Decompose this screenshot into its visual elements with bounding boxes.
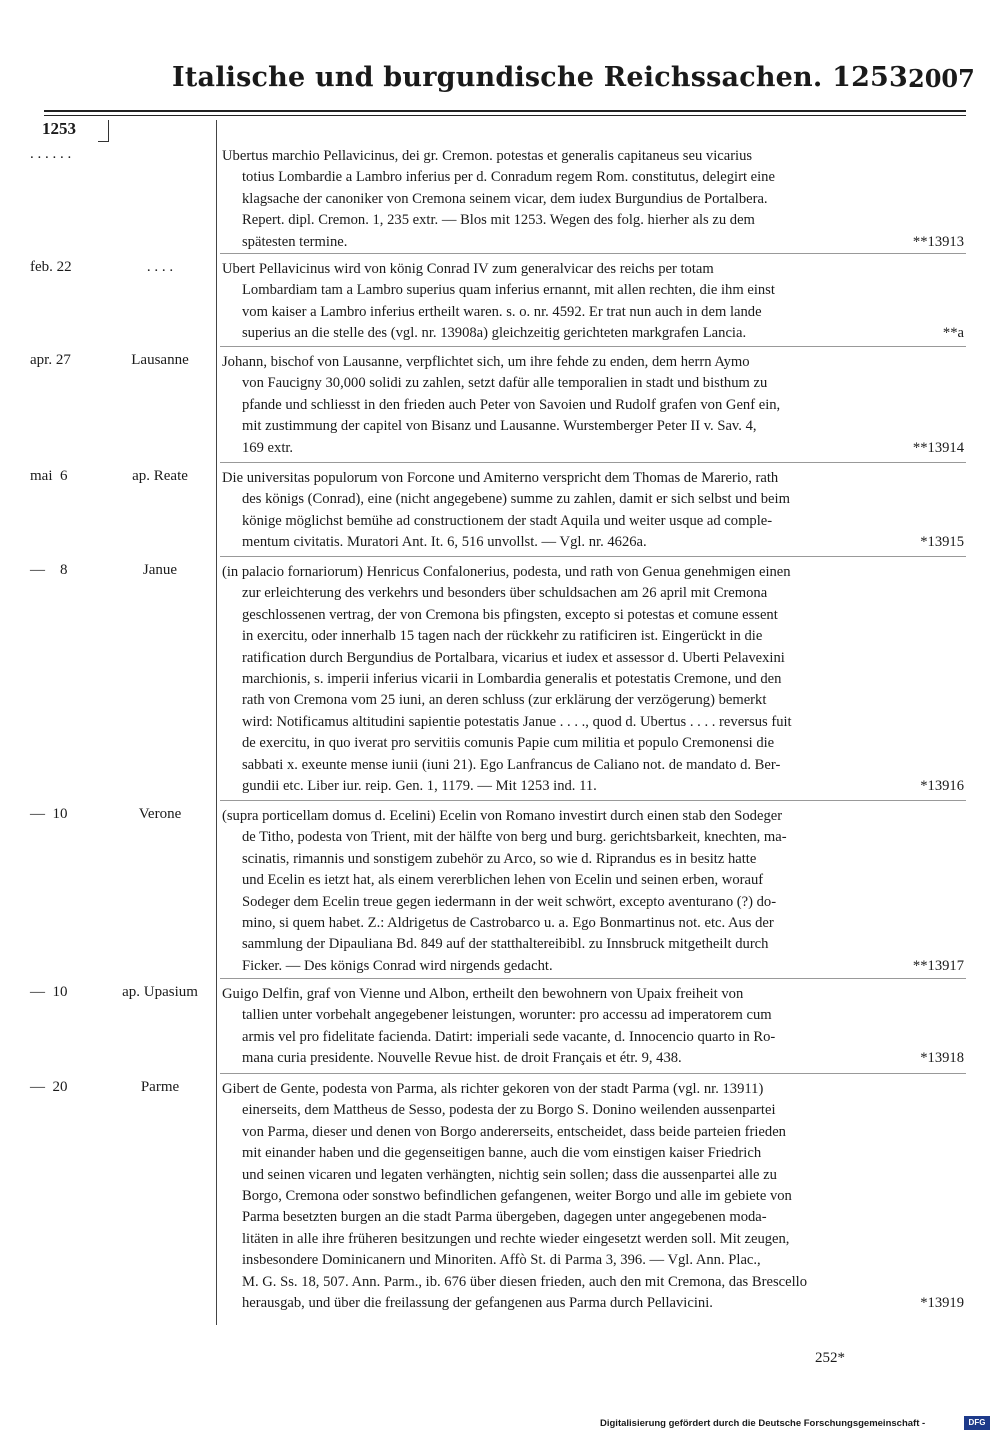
entry-line: und Ecelin es ietzt hat, als einem vererblichen lehen von Ecelin und seinen erben, worauf bbox=[242, 872, 764, 889]
entry-line: Repert. dipl. Cremon. 1, 235 extr. — Blos mit 1253. Wegen des folg. hierher als zu dem bbox=[242, 212, 755, 229]
entry-text bbox=[222, 1079, 964, 1314]
entry-number: *13918 bbox=[920, 1050, 964, 1067]
entry-line: (supra porticellam domus d. Ecelini) Ecelin von Romano investirt durch einen stab den Sodeger bbox=[222, 808, 783, 824]
entry-date: — 10 bbox=[30, 984, 68, 1000]
entry-separator bbox=[220, 253, 966, 254]
entry-line: klagsache der canoniker von Cremona seinem vicar, dem iudex Burgundius de Portalbera. bbox=[242, 190, 768, 207]
header-rule-thin bbox=[44, 115, 966, 116]
entry-line bbox=[222, 232, 964, 253]
entry-line: totius Lombardie a Lambro inferius per d. Conradum regem Rom. constitutus, delegirt eine bbox=[242, 169, 775, 186]
entry-line bbox=[222, 776, 964, 797]
entry-date: apr. 27 bbox=[30, 352, 71, 368]
entry-separator bbox=[220, 1073, 966, 1074]
entry-place: Verone bbox=[138, 806, 182, 822]
entry-line: Lombardiam tam a Lambro superius quam inferius ernannt, mit allen rechten, die ihm einst bbox=[242, 282, 775, 299]
entry-line: de Titho, podesta von Trient, mit der hälfte von berg und burg. gerichtsbarkeit, knechten, ma- bbox=[242, 829, 787, 846]
entry-line: vom kaiser a Lambro inferius ertheilt waren. s. o. nr. 4592. Er trat nun auch in dem lande bbox=[242, 303, 762, 320]
entry-text bbox=[222, 984, 964, 1070]
entry-line: mit zustimmung der capitel von Bisanz und Lausanne. Wurstemberger Peter II v. Sav. 4, bbox=[242, 418, 757, 435]
column-divider bbox=[216, 120, 217, 1325]
entry-line: zur erleichterung des verkehrs und besonders über schuldsachen am 26 april mit Cremona bbox=[242, 585, 768, 602]
entry-line: Ubert Pellavicinus wird von könig Conrad IV zum generalvicar des reichs per totam bbox=[222, 261, 714, 277]
entry-date: . . . . . . bbox=[30, 146, 72, 162]
entry-line: geschlossenen vertrag, der von Cremona bis pfingsten, excepto si potestas et comune essent bbox=[242, 606, 778, 623]
entry-text bbox=[222, 806, 964, 977]
entry-date: — 20 bbox=[30, 1079, 68, 1095]
entry-line: ratification durch Bergundius de Portalbara, vicarius et iudex et assessor d. Uberti Pelavexini bbox=[242, 649, 785, 666]
page-header bbox=[0, 60, 1000, 106]
entry-number: **13913 bbox=[912, 233, 964, 250]
entry-line: einerseits, dem Mattheus de Sesso, podesta der zu Borgo S. Donino weilenden aussenpartei bbox=[242, 1102, 776, 1119]
entry-line: könige möglichst bemühe ad constructionem der stadt Aquila und weiter usque ad comple- bbox=[242, 512, 773, 529]
entry-line: von Parma, dieser und denen von Borgo andererseits, entscheidet, dass beide parteien frieden bbox=[242, 1123, 786, 1140]
entry-line-text: mentum civitatis. Muratori Ant. It. 6, 516 unvollst. — Vgl. nr. 4626a. bbox=[242, 534, 647, 551]
entry-line: von Faucigny 30,000 solidi zu zahlen, setzt dafür alle temporalien in stadt und bisthum zu bbox=[242, 375, 768, 392]
entry-line: armis vel pro fidelitate facienda. Datirt: imperiali sede vacante, d. Innocencio quarto in Ro- bbox=[242, 1028, 776, 1045]
entry-line: Sodeger dem Ecelin treue gegen iedermann in der weit schwört, excepto aventurano (?) do- bbox=[242, 893, 777, 910]
entry-line-text: herausgab, und über die freilassung der gefangenen aus Parma durch Pellavicini. bbox=[242, 1295, 713, 1312]
year-dash bbox=[98, 141, 108, 142]
entry-line: scinatis, rimannis und sonstigem zubehör zu Arco, so wie d. Riprandus es in besitz hatte bbox=[242, 850, 757, 867]
entry-line: des königs (Conrad), eine (nicht angegebene) summe zu zahlen, damit er sich selbst und beim bbox=[242, 491, 790, 508]
entry-line: mino, si quem habet. Z.: Aldrigetus de Castrobarco u. a. Ego Bonmartinus not. etc. Aus der bbox=[242, 915, 774, 932]
entry-line: mit einander haben und die gegenseitigen banne, auch die vom einstigen kaiser Friedrich bbox=[242, 1145, 762, 1162]
entry-date: — 10 bbox=[30, 806, 68, 822]
entry-line bbox=[222, 1048, 964, 1069]
entry-number: **13917 bbox=[912, 957, 964, 974]
entry-line: pfande und schliesst in den frieden auch Peter von Savoien und Rudolf grafen von Genf ein, bbox=[242, 396, 781, 413]
entry-line bbox=[222, 323, 964, 344]
entry-line: und seinen vicaren und legaten verhängten, nichtig sein sollen; dass die aussenpartei alle zu bbox=[242, 1166, 777, 1183]
entry-line bbox=[222, 956, 964, 977]
entry-line bbox=[222, 1293, 964, 1314]
entry-separator bbox=[220, 556, 966, 557]
entry-place: ap. Reate bbox=[132, 468, 188, 484]
entry-line: insbesondere Dominicanern und Minoriten. Affò St. di Parma 3, 396. — Vgl. Ann. Plac., bbox=[242, 1252, 761, 1269]
entry-text bbox=[222, 259, 964, 345]
entry-text bbox=[222, 468, 964, 554]
entry-number: *13919 bbox=[920, 1295, 964, 1312]
entry-text bbox=[222, 352, 964, 459]
signature-number: 252* bbox=[815, 1350, 845, 1366]
entry-line: de exercitu, in quo iverat pro servitiis comunis Papie cum militia et populo Cremonensi die bbox=[242, 735, 775, 752]
entry-separator bbox=[220, 800, 966, 801]
entry-line: wird: Notificamus altitudini sapientie potestatis Janue . . . ., quod d. Ubertus . . . . reversus fuit bbox=[242, 713, 792, 730]
dfg-logo: DFG bbox=[964, 1416, 990, 1430]
header-rule bbox=[44, 110, 966, 112]
year-marker: 1253 bbox=[42, 119, 76, 138]
entry-line: Borgo, Cremona oder sonstwo befindlichen gefangenen, weiter Borgo und alle im gebiete von bbox=[242, 1188, 792, 1205]
entry-date: feb. 22 bbox=[30, 259, 72, 275]
entry-separator bbox=[220, 346, 966, 347]
entry-text bbox=[222, 146, 964, 253]
entry-line-text: superius an die stelle des (vgl. nr. 13908a) gleichzeitig gerichteten markgrafen Lancia. bbox=[242, 325, 747, 342]
entry-line: Ubertus marchio Pellavicinus, dei gr. Cremon. potestas et generalis capitaneus seu vicarius bbox=[222, 148, 753, 164]
entry-separator bbox=[220, 978, 966, 979]
entry-line: rath von Cremona vom 25 iuni, an deren schluss (zur erklärung der verzögerung) bemerkt bbox=[242, 692, 767, 709]
entry-number: **13914 bbox=[912, 439, 964, 456]
entry-line bbox=[222, 532, 964, 553]
entry-line: (in palacio fornariorum) Henricus Confalonerius, podesta, und rath von Genua genehmigen einen bbox=[222, 564, 791, 580]
entry-line: Gibert de Gente, podesta von Parma, als richter gekoren von der stadt Parma (vgl. nr. 13911) bbox=[222, 1081, 764, 1097]
entry-line: sabbati x. exeunte mense iunii (iuni 21). Ego Lanfrancus de Caliano not. de mandato d. Ber- bbox=[242, 756, 781, 773]
entry-separator bbox=[220, 462, 966, 463]
entry-place: . . . . bbox=[146, 259, 174, 275]
entry-line: litäten in alle ihre früheren besitzungen und rechte wieder eingesetzt werden soll. Mit zeugen, bbox=[242, 1230, 790, 1247]
entry-line: Die universitas populorum von Forcone und Amiterno verspricht dem Thomas de Marerio, rath bbox=[222, 470, 779, 486]
entry-date: — 8 bbox=[30, 562, 68, 578]
page-title: Italische und burgundische Reichssachen. 1253. bbox=[172, 62, 918, 93]
entry-line-text: mana curia presidente. Nouvelle Revue hist. de droit Français et étr. 9, 438. bbox=[242, 1050, 682, 1067]
entry-place: Janue bbox=[142, 562, 178, 578]
entry-date: mai 6 bbox=[30, 468, 68, 484]
entry-place: ap. Upasium bbox=[122, 984, 198, 1000]
entry-line: sammlung der Dipauliana Bd. 849 auf der statthaltereibibl. zu Innsbruck mitgetheilt durch bbox=[242, 936, 769, 953]
entry-line: M. G. Ss. 18, 507. Ann. Parm., ib. 676 über diesen frieden, auch den mit Cremona, das Brescello bbox=[242, 1273, 808, 1290]
entry-text bbox=[222, 562, 964, 797]
entry-line-text: 169 extr. bbox=[242, 439, 294, 456]
entry-line: Parma besetzten burgen an die stadt Parma übergeben, dagegen unter angegebenen moda- bbox=[242, 1209, 767, 1226]
entry-line: Guigo Delfin, graf von Vienne und Albon, ertheilt den bewohnern von Upaix freiheit von bbox=[222, 986, 744, 1002]
entry-line-text: gundii etc. Liber iur. reip. Gen. 1, 1179. — Mit 1253 ind. 11. bbox=[242, 778, 597, 795]
entry-place: Parme bbox=[140, 1079, 180, 1095]
entry-line: marchionis, s. imperii inferius vicarii in Lombardia generalis et potestatis Cremone, und den bbox=[242, 671, 782, 688]
entry-line bbox=[222, 438, 964, 459]
entry-line: Johann, bischof von Lausanne, verpflichtet sich, um ihre fehde zu enden, dem herrn Aymo bbox=[222, 354, 750, 370]
entry-number: *13915 bbox=[920, 534, 964, 551]
page-number: 2007 bbox=[908, 64, 975, 93]
entry-line-text: spätesten termine. bbox=[242, 233, 348, 250]
entry-line: in exercitu, oder innerhalb 15 tagen nach der rückkehr zu ratificiren ist. Eingerückt in die bbox=[242, 628, 763, 645]
year-tick bbox=[108, 120, 109, 142]
digitization-credit: Digitalisierung gefördert durch die Deutsche Forschungsgemeinschaft - bbox=[600, 1418, 926, 1429]
entry-place: Lausanne bbox=[131, 352, 189, 368]
entry-number: *13916 bbox=[920, 778, 964, 795]
entry-line: tallien unter vorbehalt angegebener leistungen, worunter: pro accessu ad imperatorem cum bbox=[242, 1007, 772, 1024]
entry-line-text: Ficker. — Des königs Conrad wird nirgends gedacht. bbox=[242, 957, 553, 974]
entry-number: **a bbox=[942, 325, 964, 342]
